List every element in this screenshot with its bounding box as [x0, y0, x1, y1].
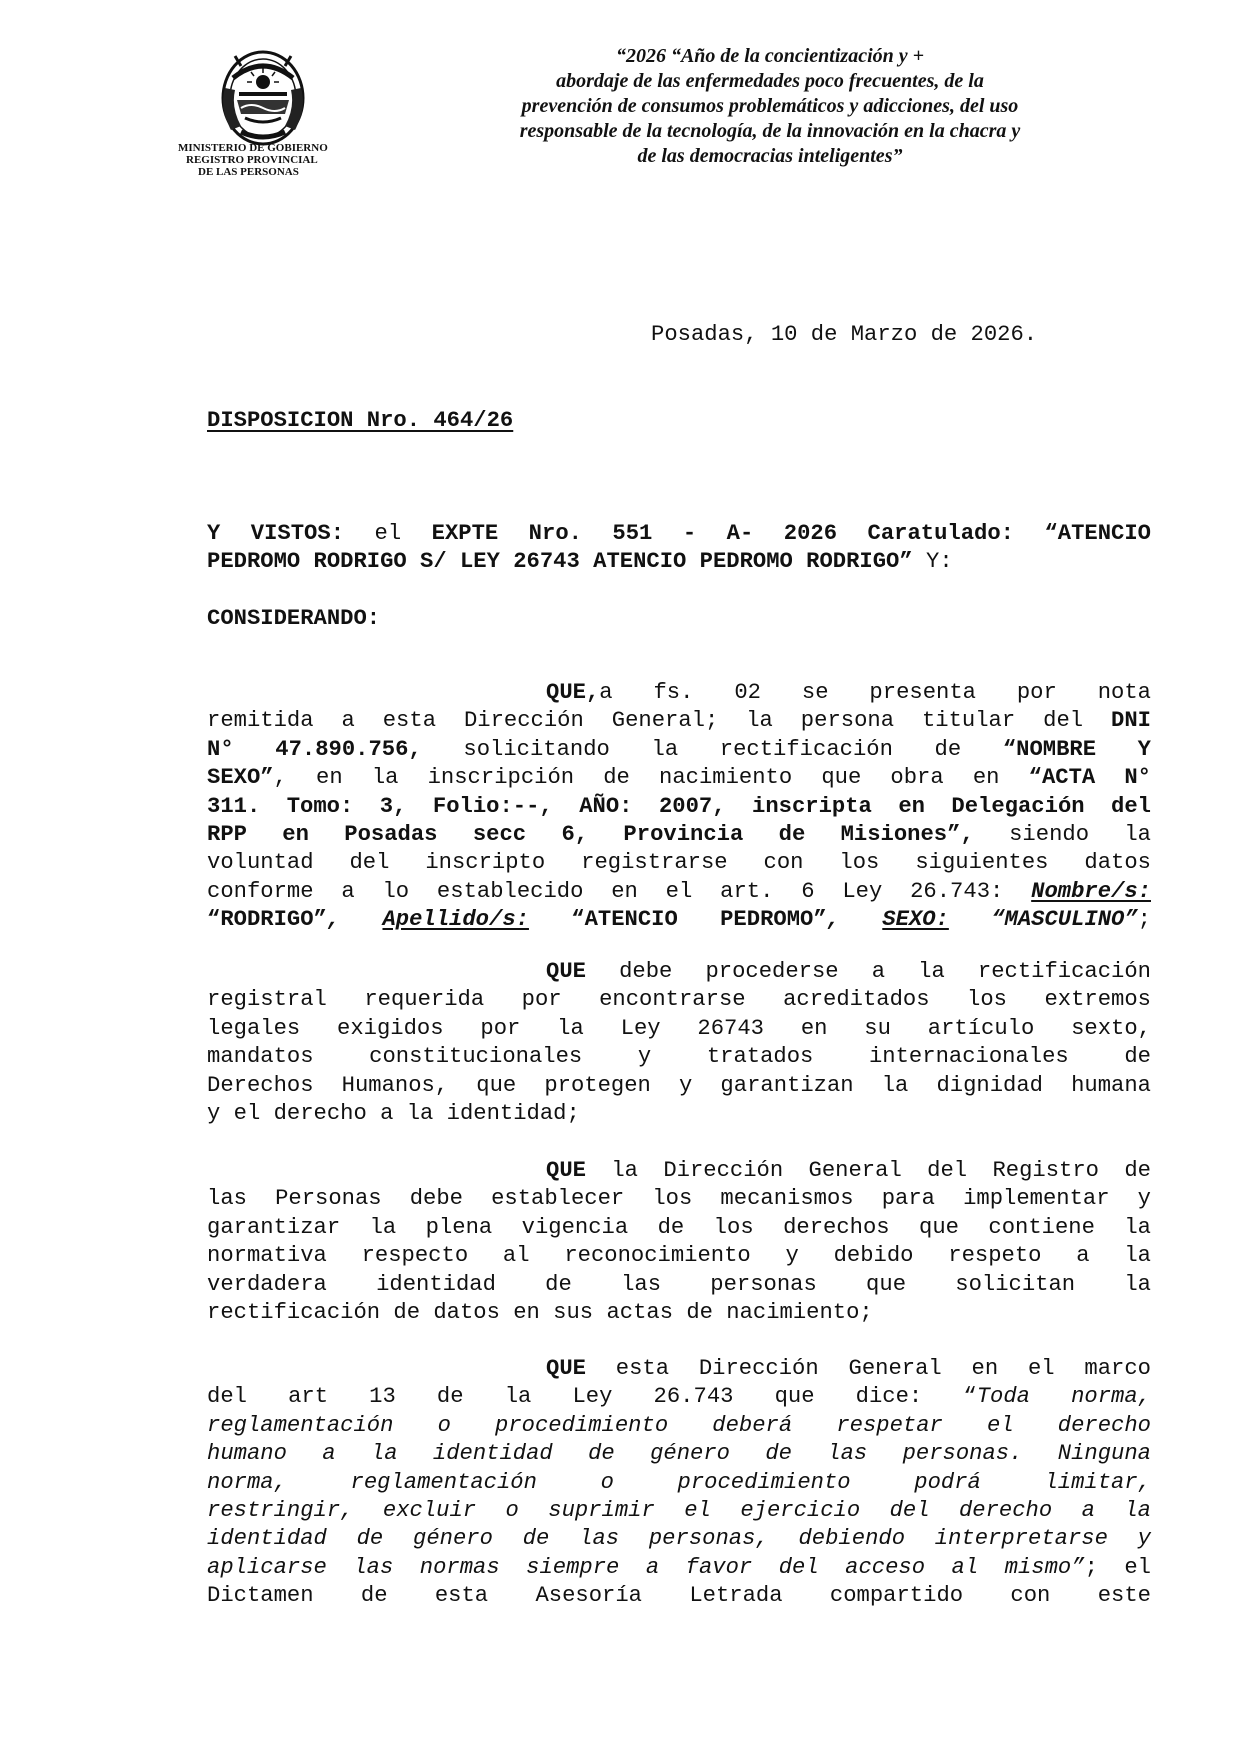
vistos-label: Y VISTOS: [207, 521, 345, 546]
text: Derechos Humanos, que protegen y garantizan la dignidad humana [207, 1072, 1151, 1098]
text: y el derecho a la identidad; [207, 1100, 580, 1126]
text: esta Dirección General en el marco [585, 1356, 1151, 1381]
sexo-label: SEXO: [882, 907, 949, 933]
considerando-heading: CONSIDERANDO: [207, 606, 381, 631]
text: Dictamen de esta Asesoría Letrada compartido con este [207, 1583, 1151, 1609]
text: mandatos constitucionales y tratados internacionales de [207, 1044, 1151, 1070]
text: normativa respecto al reconocimiento y debido respeto a la [207, 1243, 1151, 1269]
que-word: QUE [546, 959, 586, 984]
quote-text: Toda norma, [976, 1384, 1151, 1410]
considerando-paragraph-1 [207, 679, 1151, 935]
considerando-paragraph-4 [207, 1355, 1151, 1611]
text: 311. Tomo: 3, Folio:--, AÑO: 2007, inscripta en Delegación del [207, 793, 1151, 819]
text: debe procederse a la rectificación [585, 959, 1151, 984]
quote-text: restringir, excluir o suprimir el ejercicio del derecho a la [207, 1497, 1151, 1523]
nombre-label: Nombre/s: [1031, 878, 1151, 904]
apellido-value: “ATENCIO PEDROMO” [528, 907, 827, 933]
text: , en la inscripción de nacimiento que obra en [273, 765, 1029, 791]
text: del art 13 de la Ley 26.743 que dice: “ [207, 1384, 977, 1410]
considerando-paragraph-3 [207, 1157, 1151, 1327]
text: “ACTA N° [1028, 765, 1151, 791]
quote-text: identidad de género de las personas, debiendo interpretarse y [207, 1526, 1151, 1552]
que-word: QUE [546, 1356, 586, 1381]
text: siendo la [973, 821, 1151, 847]
text: registral requerida por encontrarse acreditados los extremos [207, 987, 1151, 1013]
year-motto [420, 44, 1120, 169]
text: conforme a lo establecido en el art. 6 Ley 26.743: [207, 878, 1032, 904]
date-line: Posadas, 10 de Marzo de 2026. [651, 322, 1038, 347]
ministry-header [178, 142, 368, 178]
motto-line: prevención de consumos problemáticos y adicciones, del uso [521, 95, 1019, 117]
sexo-value: “MASCULINO” [948, 907, 1138, 933]
text: “NOMBRE Y [1002, 736, 1151, 762]
que-word: QUE, [546, 680, 600, 705]
text: rectificación de datos en sus actas de nacimiento; [207, 1299, 873, 1325]
provincia-de-misiones-seal-icon [211, 48, 315, 148]
quote-text: reglamentación o procedimiento deberá respetar el derecho [207, 1412, 1151, 1438]
text: remitida a esta Dirección General; la persona titular del [207, 708, 1112, 734]
motto-line: responsable de la tecnología, de la innovación en la chacra y [519, 120, 1021, 142]
considerando-paragraph-2 [207, 958, 1151, 1128]
ministry-line: DE LAS PERSONAS [198, 166, 299, 178]
motto-line: abordaje de las enfermedades poco frecuentes, de la [556, 70, 984, 92]
text: verdadera identidad de las personas que solicitan la [207, 1271, 1151, 1297]
quote-text: aplicarse las normas siempre a favor del acceso al mismo” [207, 1554, 1085, 1580]
nombre-value: “RODRIGO” [207, 907, 327, 933]
disposicion-title: DISPOSICION Nro. 464/26 [207, 408, 514, 433]
text: , [326, 907, 383, 933]
text: voluntad del inscripto registrarse con los siguientes datos [207, 850, 1151, 876]
text: el [344, 521, 432, 546]
expte-reference: EXPTE Nro. 551 - A- 2026 Caratulado: “ATENCIO [431, 521, 1151, 546]
quote-text: norma, reglamentación o procedimiento podrá limitar, [207, 1469, 1151, 1495]
caratula: PEDROMO RODRIGO S/ LEY 26743 ATENCIO PEDROMO RODRIGO” [207, 549, 913, 575]
motto-line: de las democracias inteligentes” [637, 145, 903, 167]
ministry-line: REGISTRO PROVINCIAL [186, 154, 318, 166]
text: DNI [1111, 708, 1151, 734]
que-word: QUE [546, 1158, 586, 1183]
vistos-paragraph [207, 520, 1151, 577]
text: la Dirección General del Registro de [585, 1158, 1151, 1183]
motto-line: “2026 “Año de la concientización y + [615, 45, 925, 67]
text: Y: [912, 549, 953, 575]
text: , [826, 907, 883, 933]
text: legales exigidos por la Ley 26743 en su artículo sexto, [207, 1015, 1151, 1041]
text: las Personas debe establecer los mecanismos para implementar y [207, 1186, 1151, 1212]
text: solicitando la rectificación de [421, 736, 1003, 762]
dni-number: N° 47.890.756, [207, 736, 422, 762]
text: RPP en Posadas secc 6, Provincia de Misiones”, [207, 821, 974, 847]
text: SEXO” [207, 765, 274, 791]
text: a fs. 02 se presenta por nota [599, 680, 1151, 705]
quote-text: humano a la identidad de género de las personas. Ninguna [207, 1441, 1151, 1467]
text: ; [1137, 907, 1151, 933]
ministry-line: MINISTERIO DE GOBIERNO [178, 142, 328, 154]
text: garantizar la plena vigencia de los derechos que contiene la [207, 1214, 1151, 1240]
apellido-label: Apellido/s: [382, 907, 529, 933]
text: ; el [1084, 1554, 1152, 1580]
